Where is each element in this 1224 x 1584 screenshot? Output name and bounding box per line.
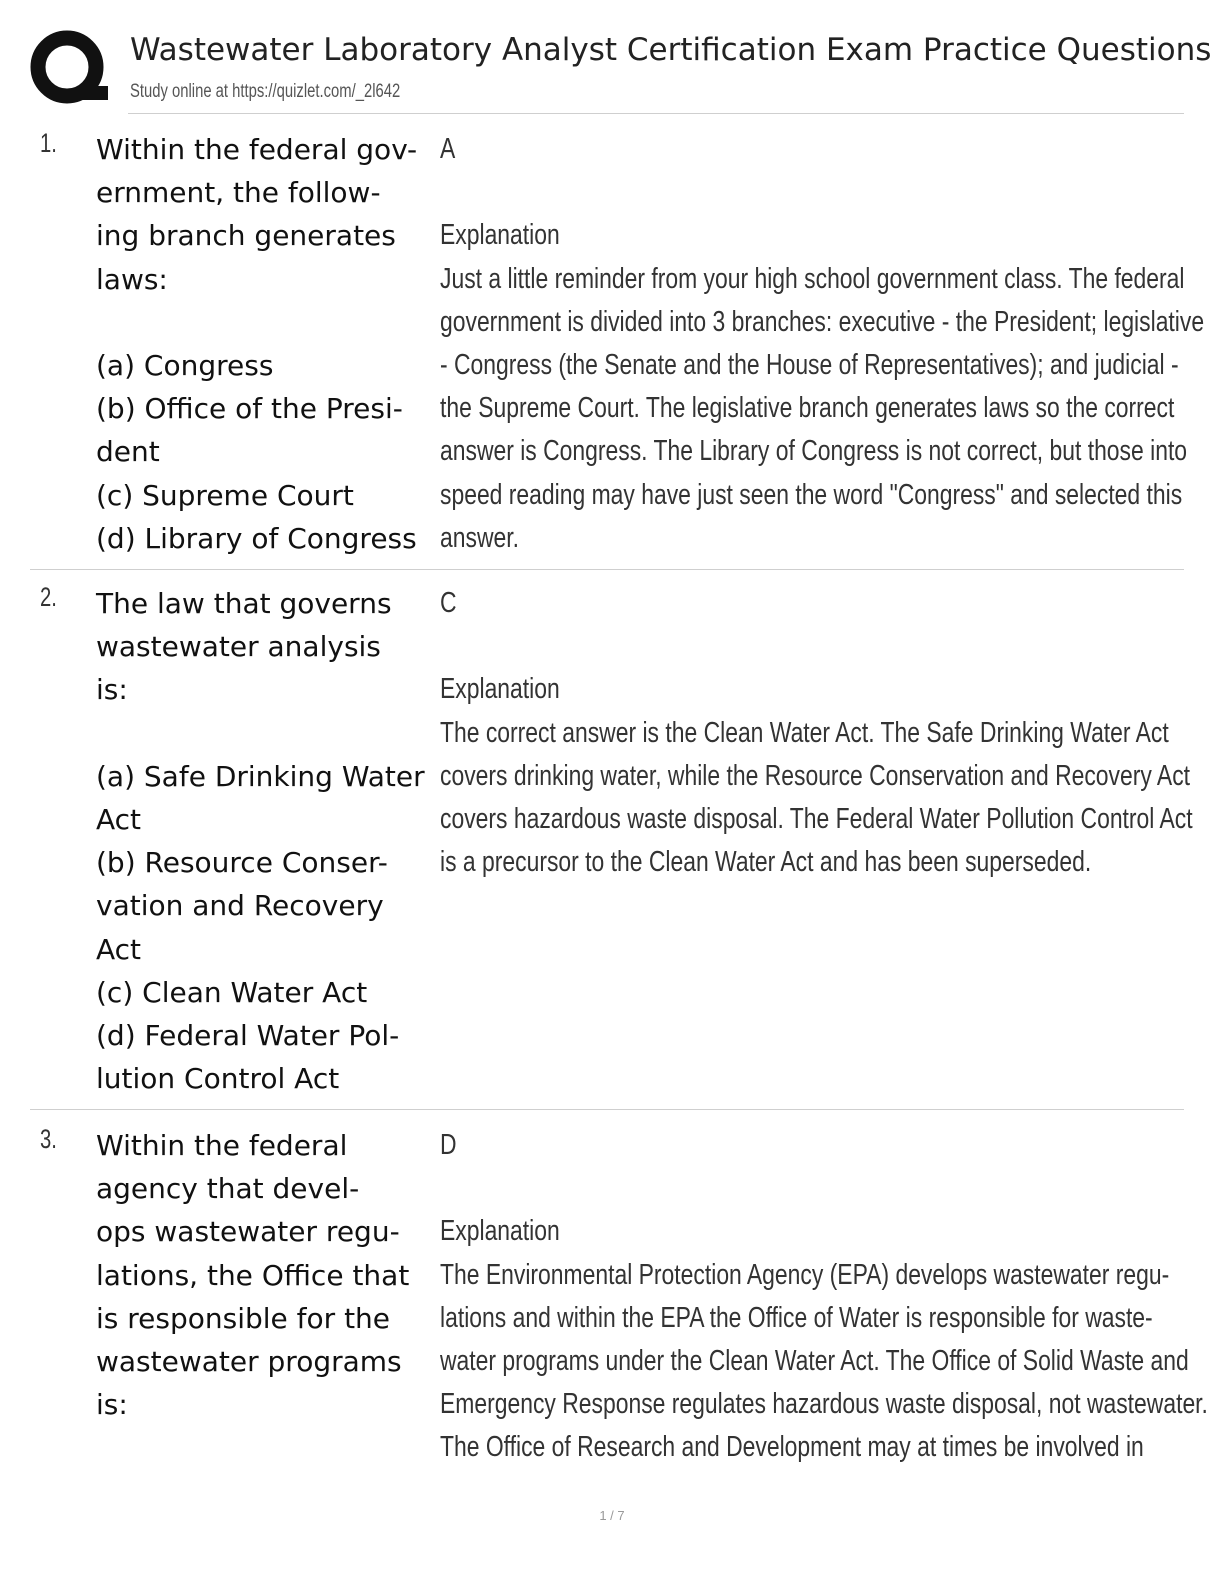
- option-line: dent: [96, 435, 160, 469]
- study-online-link[interactable]: Study online at https://quizlet.com/_2l642: [130, 81, 401, 102]
- question-line: is:: [96, 673, 128, 707]
- explanation-line: government is divided into 3 branches: executive - the President; legislative: [440, 305, 1205, 338]
- answer-letter: C: [440, 587, 457, 619]
- explanation-line: The Environmental Protection Agency (EPA) develops wastewater regu-: [440, 1258, 1170, 1291]
- question-line: is:: [96, 1388, 128, 1422]
- option-line: (b) Resource Conser-: [96, 846, 388, 880]
- explanation-label: Explanation: [440, 673, 560, 706]
- page-number: 1 / 7: [599, 1508, 625, 1523]
- question-line: lations, the Office that: [96, 1258, 410, 1292]
- explanation-line: covers drinking water, while the Resource Conservation and Recovery Act: [440, 759, 1191, 792]
- option-line: Act: [96, 803, 142, 836]
- option-line: (c) Supreme Court: [96, 478, 354, 512]
- explanation-line: is a precursor to the Clean Water Act and has been superseded.: [440, 846, 1092, 879]
- explanation-line: water programs under the Clean Water Act. The Office of Solid Waste and: [440, 1345, 1189, 1377]
- question-line: laws:: [96, 262, 168, 296]
- answer-text: [440, 128, 1205, 560]
- question-line: wastewater analysis: [96, 630, 381, 664]
- question-line: Within the federal: [96, 1129, 348, 1162]
- explanation-line: Just a little reminder from your high school government class. The federal: [440, 262, 1185, 295]
- question-text: [96, 128, 436, 560]
- option-line: Act: [96, 932, 142, 966]
- question-line: The law that governs: [96, 587, 392, 620]
- question-number: 3.: [40, 1124, 57, 1154]
- question-line: Within the federal gov-: [96, 133, 418, 166]
- question-line: wastewater programs: [96, 1345, 402, 1379]
- option-line: (b) Office of the Presi-: [96, 392, 403, 426]
- explanation-line: answer.: [440, 521, 519, 554]
- explanation-line: Emergency Response regulates hazardous waste disposal, not wastewater.: [440, 1388, 1208, 1421]
- option-line: (d) Federal Water Pol-: [96, 1019, 400, 1053]
- answer-letter: D: [440, 1129, 457, 1161]
- question-line: ops wastewater regu-: [96, 1215, 400, 1249]
- question-number: 1.: [40, 128, 57, 158]
- card-divider: [30, 1109, 1184, 1110]
- question-line: agency that devel-: [96, 1172, 360, 1206]
- explanation-line: - Congress (the Senate and the House of Representatives); and judicial -: [440, 349, 1179, 381]
- answer-text: [440, 1124, 1208, 1470]
- card-divider: [30, 569, 1184, 570]
- question-line: is responsible for the: [96, 1301, 391, 1335]
- explanation-label: Explanation: [440, 1215, 560, 1248]
- question-text: [96, 1124, 436, 1426]
- option-line: lution Control Act: [96, 1062, 340, 1096]
- explanation-line: lations and within the EPA the Office of Water is responsible for waste-: [440, 1301, 1153, 1334]
- option-line: (c) Clean Water Act: [96, 975, 368, 1009]
- question-line: ing branch generates: [96, 219, 396, 253]
- explanation-line: The correct answer is the Clean Water Act. The Safe Drinking Water Act: [440, 716, 1169, 749]
- explanation-line: The Office of Research and Development may at times be involved in: [440, 1431, 1144, 1464]
- answer-letter: A: [440, 133, 456, 165]
- explanation-line: covers hazardous waste disposal. The Federal Water Pollution Control Act: [440, 803, 1193, 835]
- page-title: Wastewater Laboratory Analyst Certification Exam Practice Questions: [130, 32, 1212, 68]
- question-line: ernment, the follow-: [96, 176, 381, 210]
- option-line: (a) Safe Drinking Water: [96, 759, 425, 793]
- answer-text: [440, 582, 1200, 884]
- option-line: (a) Congress: [96, 349, 274, 382]
- question-number: 2.: [40, 582, 57, 612]
- explanation-line: answer is Congress. The Library of Congress is not correct, but those into: [440, 435, 1188, 468]
- quizlet-logo-icon: [30, 30, 108, 108]
- option-line: vation and Recovery: [96, 889, 384, 923]
- option-line: (d) Library of Congress: [96, 521, 417, 555]
- question-text: [96, 582, 436, 1100]
- explanation-line: speed reading may have just seen the word "Congress" and selected this: [440, 478, 1183, 511]
- header-divider: [128, 113, 1184, 114]
- explanation-label: Explanation: [440, 219, 560, 252]
- explanation-line: the Supreme Court. The legislative branch generates laws so the correct: [440, 392, 1175, 425]
